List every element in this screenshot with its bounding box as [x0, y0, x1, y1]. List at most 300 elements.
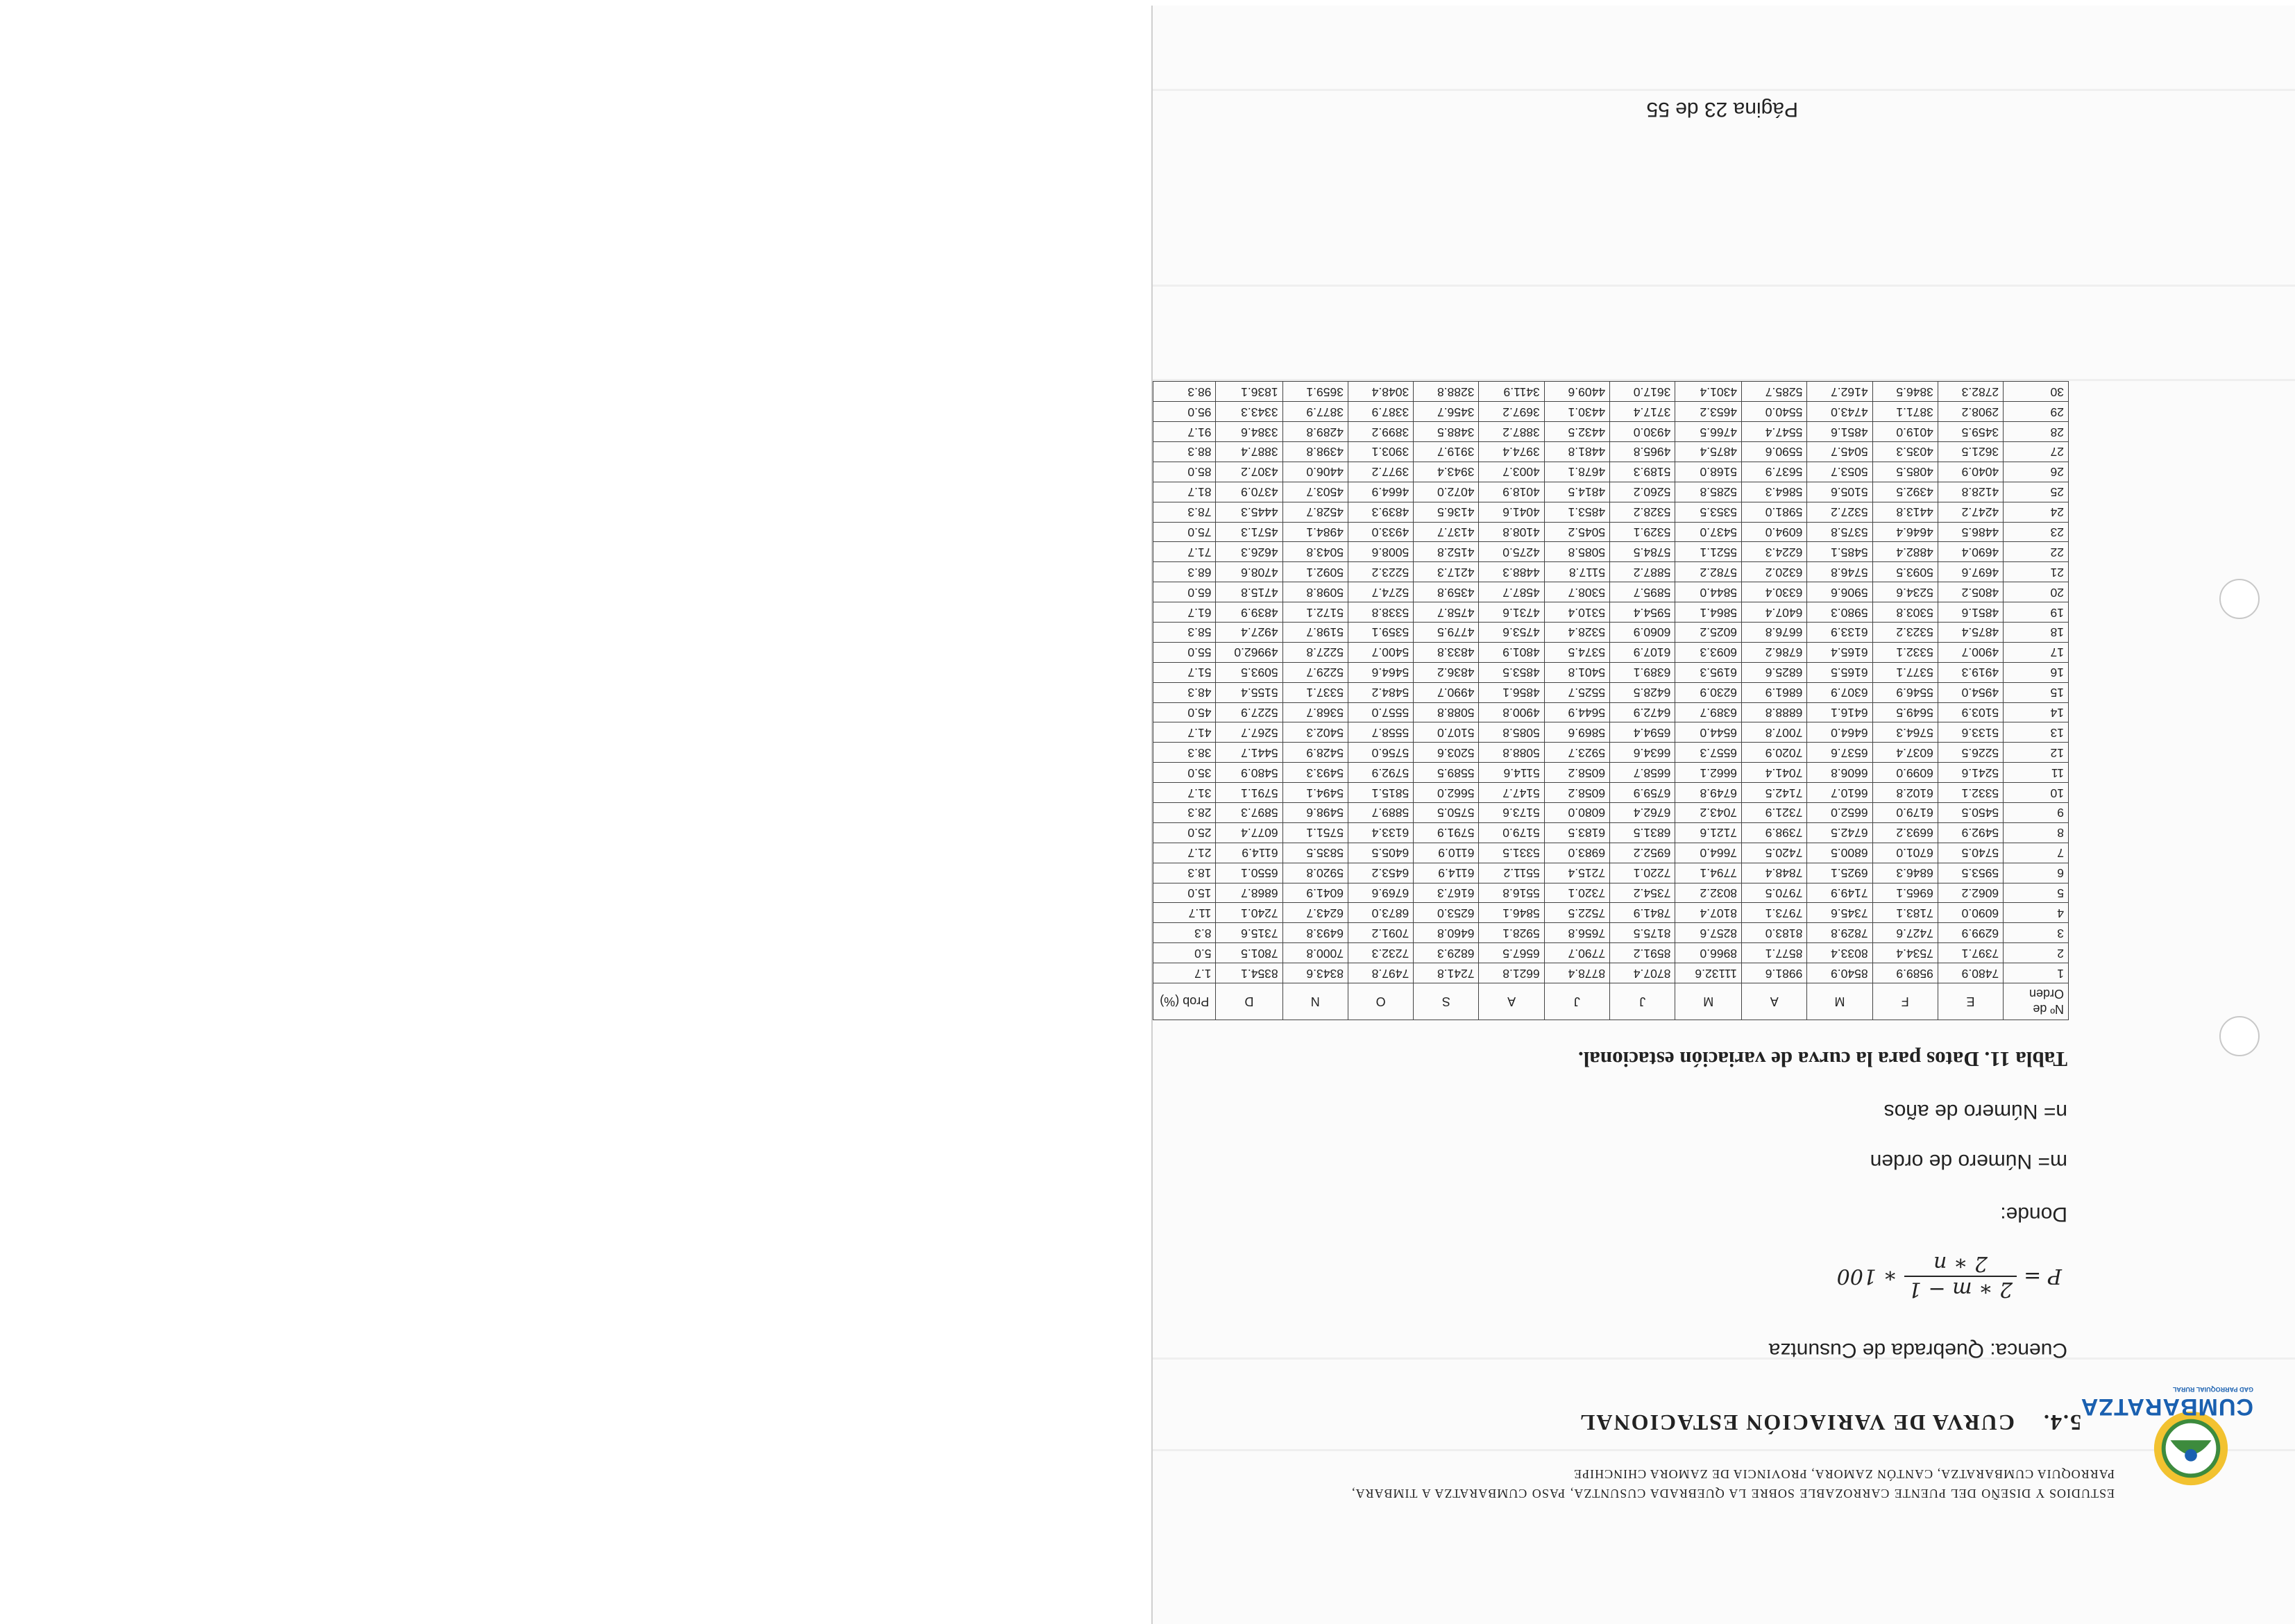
table-row: [1153, 622, 2069, 642]
table-cell: 6544.0: [1675, 722, 1742, 743]
table-cell: 6749.8: [1675, 783, 1742, 803]
table-row: [1153, 923, 2069, 943]
table-row: [1153, 682, 2069, 702]
table-cell: 5751.1: [1282, 822, 1348, 843]
table-row: [1153, 943, 2069, 963]
table-cell: 5.0: [1153, 943, 1216, 963]
table-cell: 6983.0: [1544, 843, 1609, 863]
table-cell: 4664.9: [1348, 482, 1413, 502]
table-cell: 6165.5: [1807, 662, 1872, 682]
table-cell: 5085.8: [1479, 722, 1544, 743]
formula-fraction: [1904, 1251, 2017, 1301]
table-row: [1153, 743, 2069, 763]
table-cell: 5332.1: [1938, 783, 2003, 803]
table-cell-orden: 24: [2004, 502, 2069, 522]
table-header-month: F: [1872, 983, 1938, 1020]
table-cell: 28.3: [1153, 802, 1216, 822]
table-header-month: N: [1282, 983, 1348, 1020]
table-cell: 6165.4: [1807, 642, 1872, 662]
table-cell: 4137.7: [1414, 522, 1479, 542]
table-cell: 5168.0: [1675, 462, 1742, 482]
table-cell: 71.7: [1153, 542, 1216, 562]
table-cell: 5107.0: [1414, 722, 1479, 743]
table-cell: 51.7: [1153, 662, 1216, 682]
table-cell: 6224.3: [1742, 542, 1807, 562]
table-cell: 4247.2: [1938, 502, 2003, 522]
table-cell: 5173.6: [1479, 802, 1544, 822]
table-cell: 9589.9: [1872, 963, 1938, 983]
table-cell-orden: 16: [2004, 662, 2069, 682]
table-cell: 4481.8: [1544, 441, 1609, 462]
table-cell-orden: 22: [2004, 542, 2069, 562]
table-cell: 5189.3: [1610, 462, 1675, 482]
table-cell: 6389.7: [1675, 702, 1742, 722]
table-cell: 5480.9: [1216, 763, 1282, 783]
table-cell: 5521.1: [1675, 542, 1742, 562]
table-cell: 7398.9: [1742, 822, 1807, 843]
document-page: [1151, 6, 2295, 1624]
logo-brand: CUMBARATZA: [2080, 1394, 2253, 1420]
table-cell: 4018.9: [1479, 482, 1544, 502]
logo-tagline: GAD PARROQUIAL RURAL: [2172, 1386, 2253, 1393]
table-cell-orden: 10: [2004, 783, 2069, 803]
table-cell: 6557.3: [1675, 743, 1742, 763]
table-caption: Tabla 11. Datos para la curva de variación estacional.: [1578, 1047, 2067, 1072]
table-cell: 9981.6: [1742, 963, 1807, 983]
table-row: [1153, 822, 2069, 843]
table-cell: 8.3: [1153, 923, 1216, 943]
table-cell-orden: 11: [2004, 763, 2069, 783]
page-number: Página 23 de 55: [1646, 98, 1798, 121]
table-cell: 5923.7: [1544, 743, 1609, 763]
table-cell: 4398.8: [1282, 441, 1348, 462]
table-cell: 6114.9: [1216, 843, 1282, 863]
table-cell: 5493.3: [1282, 763, 1348, 783]
table-row: [1153, 843, 2069, 863]
table-cell: 7220.1: [1610, 863, 1675, 883]
table-cell: 8032.2: [1675, 883, 1742, 903]
table-cell: 4678.1: [1544, 462, 1609, 482]
table-cell: 5450.5: [1938, 802, 2003, 822]
table-cell-orden: 26: [2004, 462, 2069, 482]
table-cell: 8591.2: [1610, 943, 1675, 963]
table-cell-orden: 12: [2004, 743, 2069, 763]
table-cell: 5088.8: [1479, 743, 1544, 763]
table-cell: 95.0: [1153, 402, 1216, 422]
table-cell-orden: 30: [2004, 382, 2069, 402]
table-cell: 5498.6: [1282, 802, 1348, 822]
table-cell: 7020.9: [1742, 743, 1807, 763]
table-cell: 41.7: [1153, 722, 1216, 743]
table-cell: 4990.7: [1414, 682, 1479, 702]
table-cell: 7354.2: [1610, 883, 1675, 903]
table-cell-orden: 27: [2004, 441, 2069, 462]
table-cell: 5558.7: [1348, 722, 1413, 743]
table-cell: 5227.9: [1216, 702, 1282, 722]
table-cell: 6080.0: [1544, 802, 1609, 822]
table-row: [1153, 441, 2069, 462]
table-cell: 5864.1: [1675, 602, 1742, 623]
table-cell: 11132.6: [1675, 963, 1742, 983]
table-cell: 4836.2: [1414, 662, 1479, 682]
table-cell: 7970.5: [1742, 883, 1807, 903]
table-cell: 3903.1: [1348, 441, 1413, 462]
table-cell: 3877.9: [1282, 402, 1348, 422]
table-header-row: [1153, 983, 2069, 1020]
table-cell: 5117.8: [1544, 562, 1609, 582]
table-cell: 6099.0: [1872, 763, 1938, 783]
table-cell-orden: 15: [2004, 682, 2069, 702]
table-cell: 4217.3: [1414, 562, 1479, 582]
table-cell: 6114.9: [1414, 863, 1479, 883]
table-cell: 4085.5: [1872, 462, 1938, 482]
table-cell: 5756.0: [1348, 743, 1413, 763]
table-cell: 4370.9: [1216, 482, 1282, 502]
table-cell: 4653.2: [1675, 402, 1742, 422]
table-cell: 2782.3: [1938, 382, 2003, 402]
table-cell: 4882.4: [1872, 542, 1938, 562]
table-cell: 5644.9: [1544, 702, 1609, 722]
table-cell: 3621.5: [1938, 441, 2003, 462]
table-cell: 7232.3: [1348, 943, 1413, 963]
table-cell: 6868.7: [1216, 883, 1282, 903]
table-cell: 5662.0: [1414, 783, 1479, 803]
table-row: [1153, 602, 2069, 623]
table-cell: 6299.9: [1938, 923, 2003, 943]
table-cell: 8966.0: [1675, 943, 1742, 963]
table-row: [1153, 422, 2069, 442]
table-cell-orden: 14: [2004, 702, 2069, 722]
table-cell: 7420.5: [1742, 843, 1807, 863]
table-cell: 5043.8: [1282, 542, 1348, 562]
table-cell: 5750.5: [1414, 802, 1479, 822]
table-cell: 4954.0: [1938, 682, 2003, 702]
table-cell: 5368.7: [1282, 702, 1348, 722]
table-cell: 7321.9: [1742, 802, 1807, 822]
table-row: [1153, 963, 2069, 983]
table-cell: 6742.5: [1807, 822, 1872, 843]
table-cell: 4486.5: [1938, 522, 2003, 542]
table-cell: 5223.2: [1348, 562, 1413, 582]
table-cell: 6567.5: [1479, 943, 1544, 963]
table-row: [1153, 462, 2069, 482]
table-row: [1153, 562, 2069, 582]
table-cell: 4289.8: [1282, 422, 1348, 442]
table-cell-orden: 5: [2004, 883, 2069, 903]
table-cell: 38.3: [1153, 743, 1216, 763]
table-cell: 6759.9: [1610, 783, 1675, 803]
table-cell: 4933.0: [1348, 522, 1413, 542]
table-cell: 5782.2: [1675, 562, 1742, 582]
table-cell: 4731.6: [1479, 602, 1544, 623]
section-heading: [1579, 1410, 2081, 1435]
table-cell: 6330.4: [1742, 582, 1807, 602]
table-cell: 21.7: [1153, 843, 1216, 863]
table-cell: 6786.2: [1742, 642, 1807, 662]
table-cell: 6320.2: [1742, 562, 1807, 582]
table-cell: 4900.8: [1479, 702, 1544, 722]
table-cell: 5227.8: [1282, 642, 1348, 662]
table-header-month: A: [1479, 983, 1544, 1020]
formula-lhs: P =: [2024, 1264, 2062, 1289]
table-cell: 8540.9: [1807, 963, 1872, 983]
table-cell: 5516.8: [1479, 883, 1544, 903]
table-cell-orden: 3: [2004, 923, 2069, 943]
table-cell-orden: 17: [2004, 642, 2069, 662]
table-cell: 25.0: [1153, 822, 1216, 843]
table-cell: 4503.7: [1282, 482, 1348, 502]
table-cell-orden: 19: [2004, 602, 2069, 623]
table-header-orden: [2004, 983, 2069, 1020]
table-cell: 5285.8: [1675, 482, 1742, 502]
table-cell: 6762.4: [1610, 802, 1675, 822]
table-cell: 6610.7: [1807, 783, 1872, 803]
table-cell: 4003.7: [1479, 462, 1544, 482]
table-cell: 11.7: [1153, 903, 1216, 923]
table-cell: 5103.9: [1938, 702, 2003, 722]
table-cell: 6243.7: [1282, 903, 1348, 923]
table-cell: 5323.2: [1872, 622, 1938, 642]
table-cell: 5835.5: [1282, 843, 1348, 863]
table-cell: 1836.1: [1216, 382, 1282, 402]
table-cell: 6037.4: [1872, 743, 1938, 763]
table-cell: 5226.5: [1938, 743, 2003, 763]
table-cell: 5328.2: [1610, 502, 1675, 522]
table-cell: 4919.3: [1938, 662, 2003, 682]
table-cell: 5494.1: [1282, 783, 1348, 803]
table-row: [1153, 522, 2069, 542]
table-cell: 8778.4: [1544, 963, 1609, 983]
table-row: [1153, 802, 2069, 822]
table-cell: 6965.1: [1872, 883, 1938, 903]
table-cell: 1.7: [1153, 963, 1216, 983]
table-cell: 3048.4: [1348, 382, 1413, 402]
table-cell: 5589.5: [1414, 763, 1479, 783]
table-cell: 5085.8: [1544, 542, 1609, 562]
table-cell: 6167.3: [1414, 883, 1479, 903]
table-cell: 7315.6: [1216, 923, 1282, 943]
table-cell: 5864.3: [1742, 482, 1807, 502]
table-cell: 6825.6: [1742, 662, 1807, 682]
table-cell: 5331.5: [1479, 843, 1544, 863]
table-cell: 7664.0: [1675, 843, 1742, 863]
table-cell: 5045.2: [1544, 522, 1609, 542]
table-cell: 5310.4: [1544, 602, 1609, 623]
table-cell: 6230.9: [1675, 682, 1742, 702]
table-cell: 5327.2: [1807, 502, 1872, 522]
table-cell: 4019.0: [1872, 422, 1938, 442]
table-cell: 6253.0: [1414, 903, 1479, 923]
table-cell: 3387.9: [1348, 402, 1413, 422]
table-cell: 7801.5: [1216, 943, 1282, 963]
table-cell: 5869.6: [1544, 722, 1609, 743]
table-cell: 4690.4: [1938, 542, 2003, 562]
table-cell: 7121.6: [1675, 822, 1742, 843]
table-cell: 8183.0: [1742, 923, 1807, 943]
table-cell: 6133.4: [1348, 822, 1413, 843]
table-cell: 4753.6: [1479, 622, 1544, 642]
table-cell: 3459.5: [1938, 422, 2003, 442]
table-cell: 3974.4: [1479, 441, 1544, 462]
table-cell: 4766.5: [1675, 422, 1742, 442]
table-cell: 78.3: [1153, 502, 1216, 522]
table-row: [1153, 763, 2069, 783]
table-cell: 6472.9: [1610, 702, 1675, 722]
table-cell: 5375.8: [1807, 522, 1872, 542]
table-cell: 5464.6: [1348, 662, 1413, 682]
table-cell: 3871.1: [1872, 402, 1938, 422]
table-cell-orden: 18: [2004, 622, 2069, 642]
table-cell: 7320.1: [1544, 883, 1609, 903]
table-cell: 5093.5: [1216, 662, 1282, 682]
table-cell: 7215.4: [1544, 863, 1609, 883]
table-cell: 5179.0: [1479, 822, 1544, 843]
table-row: [1153, 402, 2069, 422]
table-header-month: J: [1544, 983, 1609, 1020]
table-cell: 4275.0: [1479, 542, 1544, 562]
header-orden-line2: Orden: [2029, 987, 2064, 1001]
table-cell: 6464.0: [1807, 722, 1872, 743]
table-cell: 6102.8: [1872, 783, 1938, 803]
table-cell: 75.0: [1153, 522, 1216, 542]
table-cell: 5088.8: [1414, 702, 1479, 722]
table-cell: 7480.9: [1938, 963, 2003, 983]
table-cell: 4406.0: [1282, 462, 1348, 482]
table-cell: 81.7: [1153, 482, 1216, 502]
table-cell: 5328.4: [1544, 622, 1609, 642]
table-cell: 88.3: [1153, 441, 1216, 462]
table-cell-orden: 21: [2004, 562, 2069, 582]
table-cell: 6925.1: [1807, 863, 1872, 883]
table-cell: 4392.5: [1872, 482, 1938, 502]
table-cell: 8175.5: [1610, 923, 1675, 943]
table-cell: 7043.2: [1675, 802, 1742, 822]
table-cell: 5846.1: [1479, 903, 1544, 923]
table-cell: 4488.3: [1479, 562, 1544, 582]
table-cell: 4128.8: [1938, 482, 2003, 502]
table-cell: 5547.4: [1742, 422, 1807, 442]
table-cell: 5437.0: [1675, 522, 1742, 542]
rotated-content: [1153, 6, 2295, 1624]
table-cell: 6090.0: [1938, 903, 2003, 923]
table-cell: 7829.8: [1807, 923, 1872, 943]
table-cell: 4814.5: [1544, 482, 1609, 502]
table-cell: 3717.4: [1610, 402, 1675, 422]
table-cell: 4927.4: [1216, 622, 1282, 642]
table-cell: 5377.1: [1872, 662, 1938, 682]
table-cell: 4743.0: [1807, 402, 1872, 422]
table-cell: 4900.7: [1938, 642, 2003, 662]
table-cell: 7241.8: [1414, 963, 1479, 983]
table-row: [1153, 382, 2069, 402]
table-cell: 5155.4: [1216, 682, 1282, 702]
table-cell: 7497.8: [1348, 963, 1413, 983]
table-cell: 5234.6: [1872, 582, 1938, 602]
table-cell: 6094.0: [1742, 522, 1807, 542]
table-cell: 7397.1: [1938, 943, 2003, 963]
table-header-month: O: [1348, 983, 1413, 1020]
table-cell: 5337.1: [1282, 682, 1348, 702]
table-cell-orden: 20: [2004, 582, 2069, 602]
table-cell: 7790.7: [1544, 943, 1609, 963]
table-row: [1153, 662, 2069, 682]
table-row: [1153, 502, 2069, 522]
table-cell: 5133.6: [1938, 722, 2003, 743]
table-cell: 4697.6: [1938, 562, 2003, 582]
table-cell: 4875.4: [1938, 622, 2003, 642]
table-cell: 3343.3: [1216, 402, 1282, 422]
table-cell: 5260.2: [1610, 482, 1675, 502]
table-cell: 45.0: [1153, 702, 1216, 722]
table-cell: 5198.7: [1282, 622, 1348, 642]
table-cell: 6829.3: [1414, 943, 1479, 963]
table-cell: 6195.3: [1675, 662, 1742, 682]
table-cell: 5649.5: [1872, 702, 1938, 722]
table-cell: 98.3: [1153, 382, 1216, 402]
table-cell: 4108.8: [1479, 522, 1544, 542]
table-cell: 5511.2: [1479, 863, 1544, 883]
table-row: [1153, 642, 2069, 662]
table-cell: 5954.4: [1610, 602, 1675, 623]
table-cell: 7007.8: [1742, 722, 1807, 743]
table-cell: 7427.6: [1872, 923, 1938, 943]
table-cell: 3411.9: [1479, 382, 1544, 402]
table-cell: 85.0: [1153, 462, 1216, 482]
table-cell: 3659.1: [1282, 382, 1348, 402]
table-cell: 5928.1: [1479, 923, 1544, 943]
table-cell: 4984.1: [1282, 522, 1348, 542]
table-cell: 4136.5: [1414, 502, 1479, 522]
table-cell: 6952.2: [1610, 843, 1675, 863]
table-header-month: M: [1675, 983, 1742, 1020]
table-cell-orden: 29: [2004, 402, 2069, 422]
table-cell: 6861.9: [1742, 682, 1807, 702]
table-cell: 6658.7: [1610, 763, 1675, 783]
table-cell: 7656.8: [1544, 923, 1609, 943]
table-cell: 5484.2: [1348, 682, 1413, 702]
table-body: [1153, 382, 2069, 983]
table-cell: 5637.9: [1742, 462, 1807, 482]
table-cell: 7534.4: [1872, 943, 1938, 963]
table-cell: 4587.7: [1479, 582, 1544, 602]
table-cell: 6133.9: [1807, 622, 1872, 642]
table-cell: 5092.1: [1282, 562, 1348, 582]
table-cell: 6407.4: [1742, 602, 1807, 623]
table-cell-orden: 2: [2004, 943, 2069, 963]
table-cell: 3384.6: [1216, 422, 1282, 442]
table-cell: 58.3: [1153, 622, 1216, 642]
table-cell: 7522.5: [1544, 903, 1609, 923]
table-cell: 5374.5: [1544, 642, 1609, 662]
table-cell: 6110.9: [1414, 843, 1479, 863]
table-cell: 3887.2: [1479, 422, 1544, 442]
table-cell: 5359.1: [1348, 622, 1413, 642]
table-cell: 4715.8: [1216, 582, 1282, 602]
table-row: [1153, 482, 2069, 502]
table-cell: 6701.0: [1872, 843, 1938, 863]
table-cell: 4853.1: [1544, 502, 1609, 522]
table-cell: 5792.9: [1348, 763, 1413, 783]
table-cell: 5920.8: [1282, 863, 1348, 883]
table-cell: 5981.0: [1742, 502, 1807, 522]
table-cell: 4851.6: [1807, 422, 1872, 442]
table-header-month: E: [1938, 983, 2003, 1020]
table-cell: 8343.6: [1282, 963, 1348, 983]
table-cell: 6416.1: [1807, 702, 1872, 722]
table-cell-orden: 25: [2004, 482, 2069, 502]
table-cell: 4162.7: [1807, 382, 1872, 402]
table-cell: 5338.8: [1348, 602, 1413, 623]
